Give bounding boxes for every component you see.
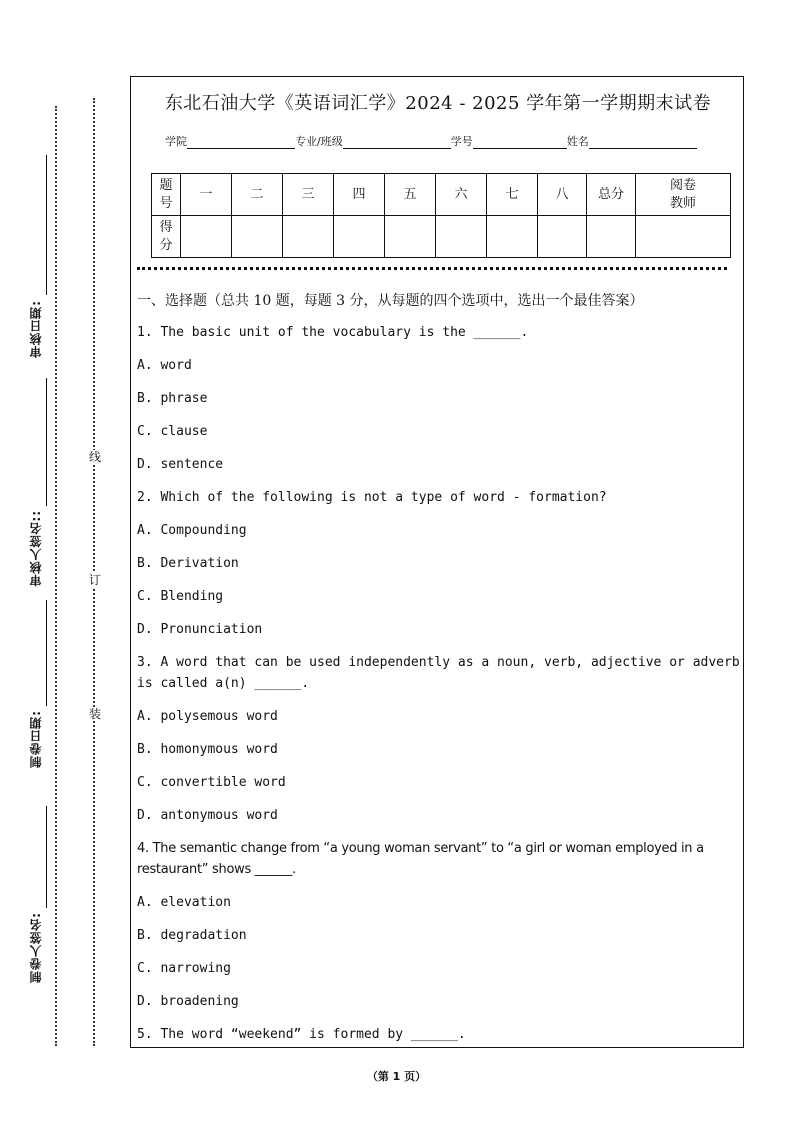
option-item: C. Blending bbox=[137, 589, 224, 604]
option-item: C. clause bbox=[137, 424, 208, 439]
maker-signature-line[interactable] bbox=[46, 806, 47, 908]
question-number-header: 题 号 bbox=[152, 174, 181, 216]
exam-frame bbox=[130, 76, 744, 1048]
section-heading: 一、选择题（总共 10 题，每题 3 分，从每题的四个选项中，选出一个最佳答案） bbox=[137, 293, 644, 309]
question-stem: 2. Which of the following is not a type of word - formation? bbox=[137, 490, 607, 505]
score-cell-7[interactable] bbox=[487, 216, 538, 258]
option-item: B. homonymous word bbox=[137, 742, 278, 757]
score-cell-3[interactable] bbox=[283, 216, 334, 258]
binding-mark-bind: 装 bbox=[88, 707, 101, 721]
make-date-label: 制卷日期: bbox=[29, 710, 43, 768]
score-cell-8[interactable] bbox=[538, 216, 587, 258]
option-item: A. Compounding bbox=[137, 523, 247, 538]
binding-dotted-line bbox=[93, 98, 95, 1046]
reviewer-signature-label: 审核人签名:: bbox=[29, 510, 43, 587]
review-date-line[interactable] bbox=[46, 155, 47, 295]
score-cell-total[interactable] bbox=[587, 216, 636, 258]
score-cell-2[interactable] bbox=[232, 216, 283, 258]
col-header-6: 六 bbox=[436, 174, 487, 216]
name-field[interactable] bbox=[589, 137, 697, 149]
binding-mark-line: 线 bbox=[88, 450, 101, 464]
exam-title: 东北石油大学《英语词汇学》2024 - 2025 学年第一学期期末试卷 bbox=[164, 93, 712, 114]
maker-signature-label: 制卷人签名: bbox=[29, 912, 43, 983]
option-item: A. word bbox=[137, 358, 192, 373]
question-content bbox=[137, 290, 741, 1057]
student-info-row bbox=[165, 133, 697, 149]
score-row-header: 得 分 bbox=[152, 216, 181, 258]
option-item: D. antonymous word bbox=[137, 808, 278, 823]
college-label: 学院 bbox=[165, 135, 187, 148]
col-header-total: 总分 bbox=[587, 174, 636, 216]
option-item: C. convertible word bbox=[137, 775, 286, 790]
option-item: D. Pronunciation bbox=[137, 622, 263, 637]
score-cell-4[interactable] bbox=[334, 216, 385, 258]
col-header-7: 七 bbox=[487, 174, 538, 216]
col-header-8: 八 bbox=[538, 174, 587, 216]
option-item: A. polysemous word bbox=[137, 709, 278, 724]
option-item: D. broadening bbox=[137, 994, 239, 1009]
score-table-header-row bbox=[152, 174, 731, 216]
question-stem: 4. The semantic change from “a young woman servant” to “a girl or woman employed in a restaurant” shows ______. bbox=[137, 841, 704, 877]
option-item: C. narrowing bbox=[137, 961, 231, 976]
question-stem: 1. The basic unit of the vocabulary is the ______. bbox=[137, 325, 529, 340]
reviewer-signature-line[interactable] bbox=[46, 378, 47, 506]
col-header-5: 五 bbox=[385, 174, 436, 216]
make-date-line[interactable] bbox=[46, 600, 47, 706]
separator-dotted-line bbox=[137, 267, 727, 270]
student-number-field[interactable] bbox=[473, 137, 567, 149]
score-cell-5[interactable] bbox=[385, 216, 436, 258]
grader-header: 阅卷 教师 bbox=[636, 174, 731, 216]
score-cell-1[interactable] bbox=[181, 216, 232, 258]
option-item: A. elevation bbox=[137, 895, 231, 910]
major-class-label: 专业/班级 bbox=[295, 135, 343, 148]
option-item: D. sentence bbox=[137, 457, 224, 472]
student-number-label: 学号 bbox=[450, 135, 473, 148]
col-header-3: 三 bbox=[283, 174, 334, 216]
col-header-4: 四 bbox=[334, 174, 385, 216]
question-stem: 5. The word “weekend” is formed by ______. bbox=[137, 1027, 466, 1042]
col-header-1: 一 bbox=[181, 174, 232, 216]
option-item: B. degradation bbox=[137, 928, 247, 943]
option-item: B. phrase bbox=[137, 391, 208, 406]
grader-cell[interactable] bbox=[636, 216, 731, 258]
score-table-score-row bbox=[152, 216, 731, 258]
page-number: （第 1 页） bbox=[366, 1070, 427, 1083]
score-cell-6[interactable] bbox=[436, 216, 487, 258]
col-header-2: 二 bbox=[232, 174, 283, 216]
question-stem: 3. A word that can be used independently as a noun, verb, adjective or adverb is called a(n) ______. bbox=[137, 655, 740, 691]
outer-dotted-line bbox=[55, 106, 57, 1046]
major-class-field[interactable] bbox=[343, 137, 451, 149]
review-date-label: 审核日期: bbox=[29, 300, 43, 358]
option-item: B. Derivation bbox=[137, 556, 239, 571]
score-table bbox=[151, 173, 731, 258]
binding-mark-staple: 订 bbox=[88, 573, 101, 587]
name-label: 姓名 bbox=[566, 135, 589, 148]
college-field[interactable] bbox=[187, 137, 295, 149]
